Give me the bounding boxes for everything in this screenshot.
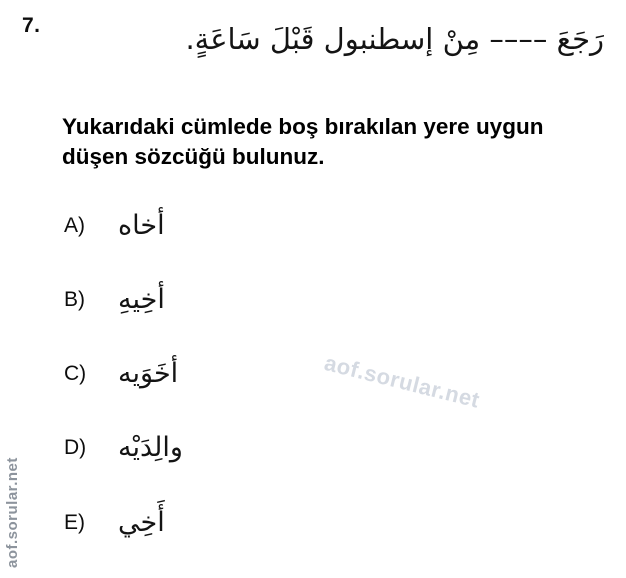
option-e[interactable]	[64, 497, 165, 549]
question-number: 7.	[22, 14, 41, 37]
option-b-letter: B)	[64, 288, 85, 311]
option-e-letter: E)	[64, 511, 85, 534]
option-a[interactable]	[64, 200, 165, 252]
option-d-letter: D)	[64, 436, 87, 459]
option-c[interactable]	[64, 348, 178, 400]
option-c-letter: C)	[64, 362, 87, 385]
option-b-text: أخِيهِ	[118, 284, 165, 316]
option-c-text: أخَوَيه	[118, 358, 179, 390]
option-e-text: أَخِي	[118, 507, 165, 539]
option-d[interactable]	[64, 422, 183, 474]
option-a-text: أخاه	[118, 210, 165, 242]
option-b[interactable]	[64, 274, 165, 326]
option-d-text: والِدَيْه	[118, 432, 183, 464]
watermark-vertical: aof.sorular.net	[4, 457, 21, 568]
arabic-stem-sentence: رَجَعَ –––– مِنْ إسطنبول قَبْلَ سَاعَةٍ.	[185, 22, 604, 56]
option-a-letter: A)	[64, 214, 85, 237]
question-instruction: Yukarıdaki cümlede boş bırakılan yere uygun düşen sözcüğü bulunuz.	[62, 114, 544, 169]
watermark-diagonal: aof.sorular.net	[321, 350, 483, 413]
